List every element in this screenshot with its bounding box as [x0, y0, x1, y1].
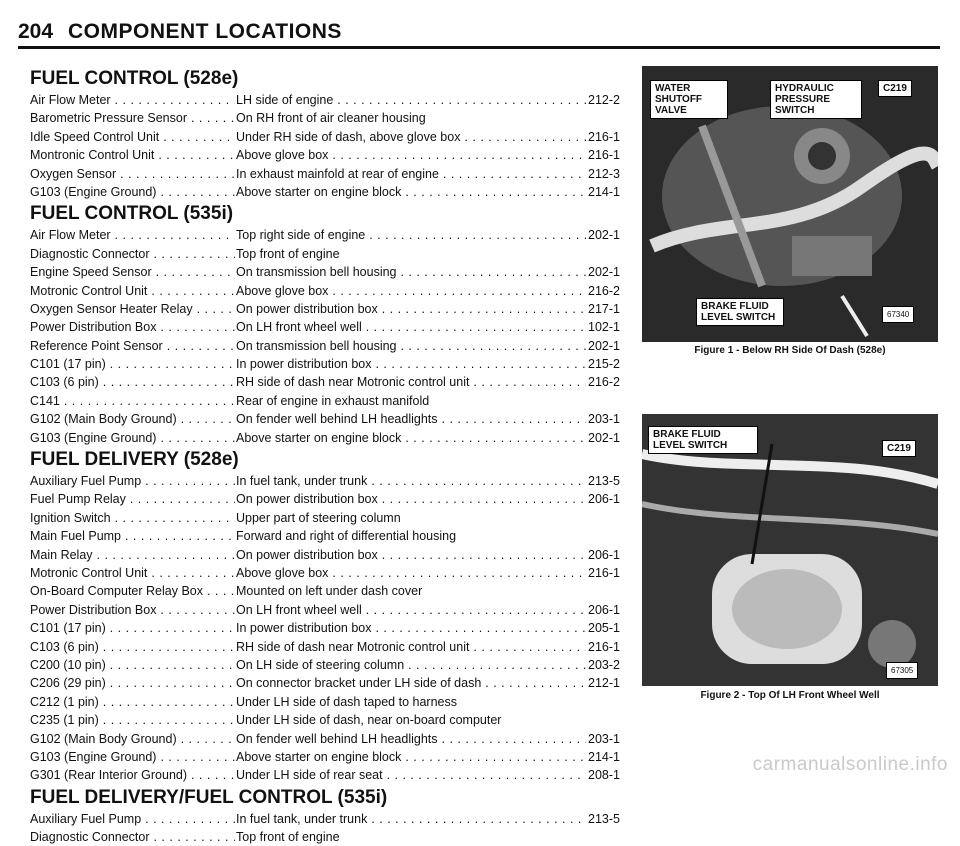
component-row — [30, 810, 630, 828]
component-location: Above starter on engine block . . . — [236, 429, 586, 447]
component-row — [30, 146, 630, 164]
component-name: Reference Point Sensor . . . — [30, 337, 235, 355]
component-row — [30, 828, 630, 846]
component-name: Air Flow Meter . . . — [30, 91, 235, 109]
component-name: Air Flow Meter . . . — [30, 226, 235, 244]
watermark: carmanualsonline.info — [752, 754, 948, 775]
component-row — [30, 91, 630, 109]
component-name: Montronic Control Unit . . . — [30, 146, 235, 164]
component-location: In fuel tank, under trunk . . . — [236, 810, 586, 828]
component-location: LH side of engine . . . — [236, 91, 586, 109]
page-reference: 202-1 — [588, 265, 620, 280]
component-row — [30, 564, 630, 582]
page-reference: 206-1 — [588, 602, 620, 617]
component-location: On power distribution box . . . — [236, 546, 586, 564]
component-row — [30, 128, 630, 146]
component-name: Power Distribution Box . . . — [30, 601, 235, 619]
page-reference: 217-1 — [588, 301, 620, 316]
component-row — [30, 748, 630, 766]
component-location: Above glove box . . . — [236, 564, 586, 582]
page-reference: 212-1 — [588, 676, 620, 691]
page-reference: 213-5 — [588, 474, 620, 489]
component-location: Upper part of steering column — [236, 510, 401, 525]
label-c219: C219 — [882, 440, 916, 457]
component-location: RH side of dash near Motronic control unit . . . — [236, 373, 586, 391]
label-brake-fluid: BRAKE FLUID LEVEL SWITCH — [696, 298, 784, 326]
component-location: Forward and right of differential housing — [236, 529, 457, 544]
component-row — [30, 263, 630, 281]
component-name: C141 . . . — [30, 392, 235, 410]
page-reference: 212-3 — [588, 166, 620, 181]
component-row — [30, 546, 630, 564]
label-hydraulic-switch: HYDRAULIC PRESSURE SWITCH — [770, 80, 862, 119]
component-row — [30, 355, 630, 373]
component-name: G103 (Engine Ground) . . . — [30, 748, 235, 766]
page-reference: 215-2 — [588, 357, 620, 372]
component-name: Ignition Switch . . . — [30, 509, 235, 527]
component-location: In power distribution box . . . — [236, 619, 586, 637]
component-name: Oxygen Sensor . . . — [30, 165, 235, 183]
component-row — [30, 300, 630, 318]
label-brake-fluid: BRAKE FLUID LEVEL SWITCH — [648, 426, 758, 454]
component-name: Diagnostic Connector . . . — [30, 245, 235, 263]
component-row — [30, 490, 630, 508]
page-reference: 206-1 — [588, 492, 620, 507]
component-row — [30, 245, 630, 263]
component-name: Oxygen Sensor Heater Relay . . . — [30, 300, 235, 318]
component-row — [30, 527, 630, 545]
figure-2-photo — [642, 414, 938, 686]
page-reference: 216-1 — [588, 639, 620, 654]
component-row — [30, 318, 630, 336]
page-reference: 206-1 — [588, 547, 620, 562]
component-location: Top right side of engine . . . — [236, 226, 586, 244]
page-title: COMPONENT LOCATIONS — [68, 20, 342, 43]
component-location: On power distribution box . . . — [236, 300, 586, 318]
page-number: 204 — [18, 20, 54, 43]
component-list — [30, 66, 630, 846]
component-name: C101 (17 pin) . . . — [30, 355, 235, 373]
page-reference: 214-1 — [588, 184, 620, 199]
component-location: On LH side of steering column . . . — [236, 656, 586, 674]
component-name: Main Fuel Pump . . . — [30, 527, 235, 545]
component-name: C235 (1 pin) . . . — [30, 711, 235, 729]
component-location: On connector bracket under LH side of dash . . . — [236, 674, 586, 692]
component-row — [30, 730, 630, 748]
component-location: On fender well behind LH headlights . . . — [236, 410, 586, 428]
component-location: Under LH side of dash, near on-board computer — [236, 713, 502, 728]
section-title: FUEL CONTROL (535i) — [30, 203, 234, 225]
component-row — [30, 109, 630, 127]
component-name: C103 (6 pin) . . . — [30, 373, 235, 391]
page-reference: 203-1 — [588, 412, 620, 427]
component-location: Under LH side of dash taped to harness — [236, 694, 457, 709]
page-header — [18, 20, 940, 46]
page-reference: 205-1 — [588, 621, 620, 636]
component-row — [30, 674, 630, 692]
component-name: Engine Speed Sensor . . . — [30, 263, 235, 281]
component-row — [30, 638, 630, 656]
page-reference: 214-1 — [588, 749, 620, 764]
page-reference: 102-1 — [588, 320, 620, 335]
component-row — [30, 282, 630, 300]
component-name: Fuel Pump Relay . . . — [30, 490, 235, 508]
page-reference: 208-1 — [588, 768, 620, 783]
component-row — [30, 619, 630, 637]
component-row — [30, 656, 630, 674]
component-row — [30, 582, 630, 600]
page-reference: 216-2 — [588, 283, 620, 298]
component-name: Idle Speed Control Unit . . . — [30, 128, 235, 146]
component-location: Above glove box . . . — [236, 282, 586, 300]
component-location: Top front of engine — [236, 246, 340, 261]
page-reference: 216-1 — [588, 565, 620, 580]
page-reference: 202-1 — [588, 430, 620, 445]
component-name: On-Board Computer Relay Box . . . — [30, 582, 235, 600]
page-reference: 203-1 — [588, 731, 620, 746]
label-water-shutoff: WATER SHUTOFF VALVE — [650, 80, 728, 119]
component-name: G301 (Rear Interior Ground) . . . — [30, 766, 235, 784]
component-row — [30, 165, 630, 183]
component-name: C206 (29 pin) . . . — [30, 674, 235, 692]
component-name: Diagnostic Connector . . . — [30, 828, 235, 846]
component-location: In exhaust mainfold at rear of engine . . . — [236, 165, 586, 183]
component-name: Barometric Pressure Sensor . . . — [30, 109, 235, 127]
component-row — [30, 373, 630, 391]
component-row — [30, 226, 630, 244]
component-row — [30, 711, 630, 729]
section-title: FUEL DELIVERY/FUEL CONTROL (535i) — [30, 786, 388, 808]
page-reference: 202-1 — [588, 338, 620, 353]
component-location: In power distribution box . . . — [236, 355, 586, 373]
component-location: Rear of engine in exhaust manifold — [236, 393, 430, 408]
component-location: RH side of dash near Motronic control unit . . . — [236, 638, 586, 656]
component-name: Power Distribution Box . . . — [30, 318, 235, 336]
label-c219: C219 — [878, 80, 912, 97]
component-location: On power distribution box . . . — [236, 490, 586, 508]
component-location: Above starter on engine block . . . — [236, 183, 586, 201]
component-location: Under RH side of dash, above glove box . . . — [236, 128, 586, 146]
component-name: C200 (10 pin) . . . — [30, 656, 235, 674]
component-location: Mounted on left under dash cover — [236, 584, 423, 599]
photo-number: 67340 — [882, 306, 914, 323]
component-location: In fuel tank, under trunk . . . — [236, 472, 586, 490]
component-row — [30, 693, 630, 711]
photo-number: 67305 — [886, 662, 918, 679]
component-location: On LH front wheel well . . . — [236, 318, 586, 336]
component-name: Motronic Control Unit . . . — [30, 564, 235, 582]
component-row — [30, 337, 630, 355]
component-row — [30, 410, 630, 428]
component-location: Above starter on engine block . . . — [236, 748, 586, 766]
component-name: C103 (6 pin) . . . — [30, 638, 235, 656]
section-title: FUEL CONTROL (528e) — [30, 68, 239, 89]
component-location: Above glove box . . . — [236, 146, 586, 164]
header-rule — [18, 46, 940, 49]
page-reference: 213-5 — [588, 811, 620, 826]
page-reference: 216-1 — [588, 148, 620, 163]
component-name: C212 (1 pin) . . . — [30, 693, 235, 711]
component-row — [30, 392, 630, 410]
component-location: Under LH side of rear seat . . . — [236, 766, 586, 784]
page-reference: 202-1 — [588, 228, 620, 243]
component-location: Top front of engine — [236, 830, 340, 845]
component-name: G102 (Main Body Ground) . . . — [30, 410, 235, 428]
page-reference: 216-1 — [588, 129, 620, 144]
page-reference: 203-2 — [588, 657, 620, 672]
component-name: G102 (Main Body Ground) . . . — [30, 730, 235, 748]
component-name: Auxiliary Fuel Pump . . . — [30, 810, 235, 828]
component-location: On RH front of air cleaner housing — [236, 111, 426, 126]
component-location: On LH front wheel well . . . — [236, 601, 586, 619]
component-name: Auxiliary Fuel Pump . . . — [30, 472, 235, 490]
component-location: On transmission bell housing . . . — [236, 263, 586, 281]
figure-2-caption: Figure 2 - Top Of LH Front Wheel Well — [700, 690, 880, 701]
component-row — [30, 429, 630, 447]
page-reference: 212-2 — [588, 93, 620, 107]
component-row — [30, 183, 630, 201]
component-row — [30, 472, 630, 490]
component-name: C101 (17 pin) . . . — [30, 619, 235, 637]
component-row — [30, 509, 630, 527]
component-location: On transmission bell housing . . . — [236, 337, 586, 355]
component-name: Motronic Control Unit . . . — [30, 282, 235, 300]
component-location: On fender well behind LH headlights . . . — [236, 730, 586, 748]
component-name: G103 (Engine Ground) . . . — [30, 429, 235, 447]
page-reference: 216-2 — [588, 375, 620, 390]
component-name: Main Relay . . . — [30, 546, 235, 564]
figure-1-photo — [642, 66, 938, 342]
component-row — [30, 601, 630, 619]
component-name: G103 (Engine Ground) . . . — [30, 183, 235, 201]
figure-1-caption: Figure 1 - Below RH Side Of Dash (528e) — [694, 345, 886, 356]
section-title: FUEL DELIVERY (528e) — [30, 449, 239, 471]
